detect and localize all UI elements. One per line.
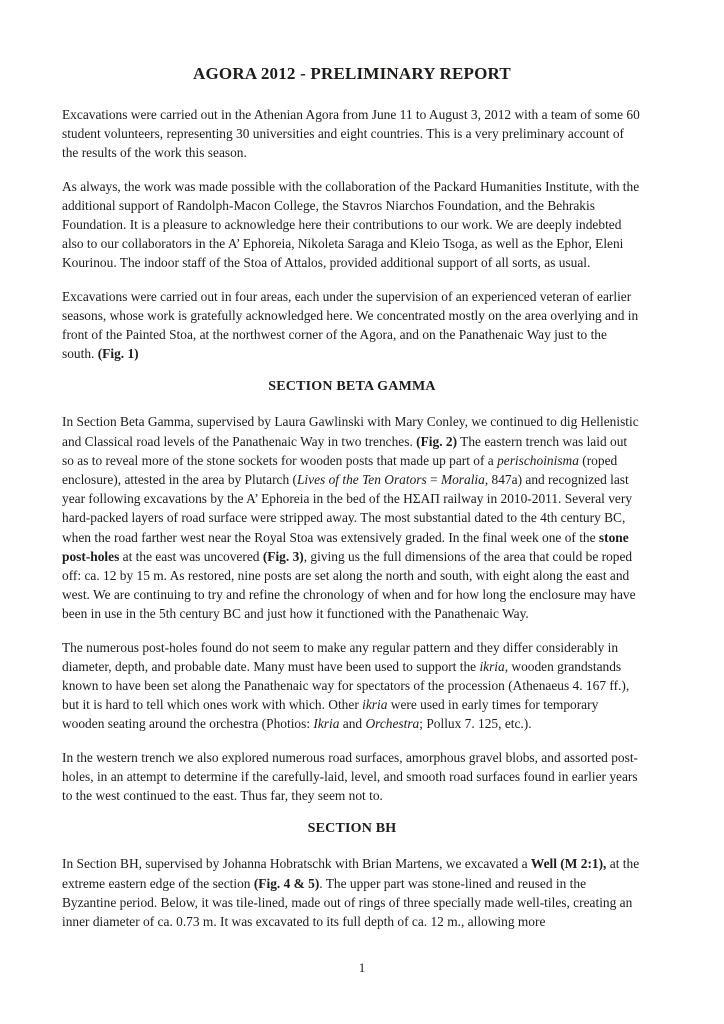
paragraph-western-trench: In the western trench we also explored numerous road surfaces, amorphous gravel blobs, and assorted post-holes, in an attempt to determine if the carefully-laid, level, and smooth road surfaces found in earlier years to the west continued to the east. Thus far, they seem not to. bbox=[62, 749, 638, 804]
heading-section-beta-gamma: SECTION BETA GAMMA bbox=[268, 379, 436, 395]
paragraph-areas: Excavations were carried out in four areas, each under the supervision of an experienced veteran of earlier seasons, whose work is gratefully acknowledged here. We concentrated mostly on the area overlying and in front of the Painted Stoa, at the northwest corner of the Agora, and on the Panathenaic Way just to the south. (Fig. 1) bbox=[62, 288, 639, 362]
paragraph-beta-gamma-trenches: In Section Beta Gamma, supervised by Laura Gawlinski with Mary Conley, we continued to dig Hellenistic and Classical road levels of the Panathenaic Way in two trenches. (Fig. 2) The eastern trench was laid out so as to reveal more of the stone sockets for wooden posts that made up part of a perischoinisma (roped enclosure), attested in the area by Plutarch (Lives of the Ten Orators = Moralia, 847a) and recognized last year following excavations by the A’ Ephoreia in the bed of the ΗΣΑΠ railway in 2010-2011. Several very hard-packed layers of road surface were stripped away. The most substantial dated to the 4th century BC, when the road farther west near the Royal Stoa was extensively graded. In the final week one of the stone post-holes at the east was uncovered (Fig. 3), giving us the full dimensions of the area that could be roped off: ca. 12 by 15 m. As restored, nine posts are set along the north and south, with eight along the east and west. We are continuing to try and refine the chronology of when and for how long the enclosure may have been in use in the 5th century BC and just how it functioned with the Panathenaic Way. bbox=[62, 414, 639, 622]
report-title: AGORA 2012 - PRELIMINARY REPORT bbox=[193, 64, 511, 83]
paragraph-post-holes: The numerous post-holes found do not seem to make any regular pattern and they differ considerably in diameter, depth, and probable date. Many must have been used to support the ikria, wooden grandstands known to have been set along the Panathenaic way for spectators of the procession (Athenaeus 4. 167 ff.), but it is hard to tell which ones work with which. Other ikria were used in early times for temporary wooden seating around the orchestra (Photios: Ikria and Orchestra; Pollux 7. 125, etc.). bbox=[62, 639, 630, 732]
paragraph-section-bh-well: In Section BH, supervised by Johanna Hobratschk with Brian Martens, we excavated a Well (M 2:1), at the extreme eastern edge of the section (Fig. 4 & 5). The upper part was stone-lined and reused in the Byzantine period. Below, it was tile-lined, made out of rings of three specially made well-tiles, creating an inner diameter of ca. 0.73 m. It was excavated to its full depth of ca. 12 m., allowing more bbox=[62, 856, 640, 929]
heading-section-bh: SECTION BH bbox=[307, 821, 397, 837]
paragraph-acknowledgments: As always, the work was made possible with the collaboration of the Packard Humanities Institute, with the additional support of Randolph-Macon College, the Stavros Niarchos Foundation, and the Behrakis Foundation. It is a pleasure to acknowledge here their contributions to our work. We are deeply indebted also to our collaborators in the A’ Ephoreia, Nikoleta Saraga and Kleio Tsoga, as well as the Ephor, Eleni Kourinou. The indoor staff of the Stoa of Attalos, provided additional support of all sorts, as usual. bbox=[62, 178, 640, 271]
report-body bbox=[62, 64, 642, 945]
page-number: 1 bbox=[358, 960, 366, 975]
paragraph-intro: Excavations were carried out in the Athenian Agora from June 11 to August 3, 2012 with a team of some 60 student volunteers, representing 30 universities and eight countries. This is a very preliminary account of the results of the work this season. bbox=[62, 107, 640, 161]
